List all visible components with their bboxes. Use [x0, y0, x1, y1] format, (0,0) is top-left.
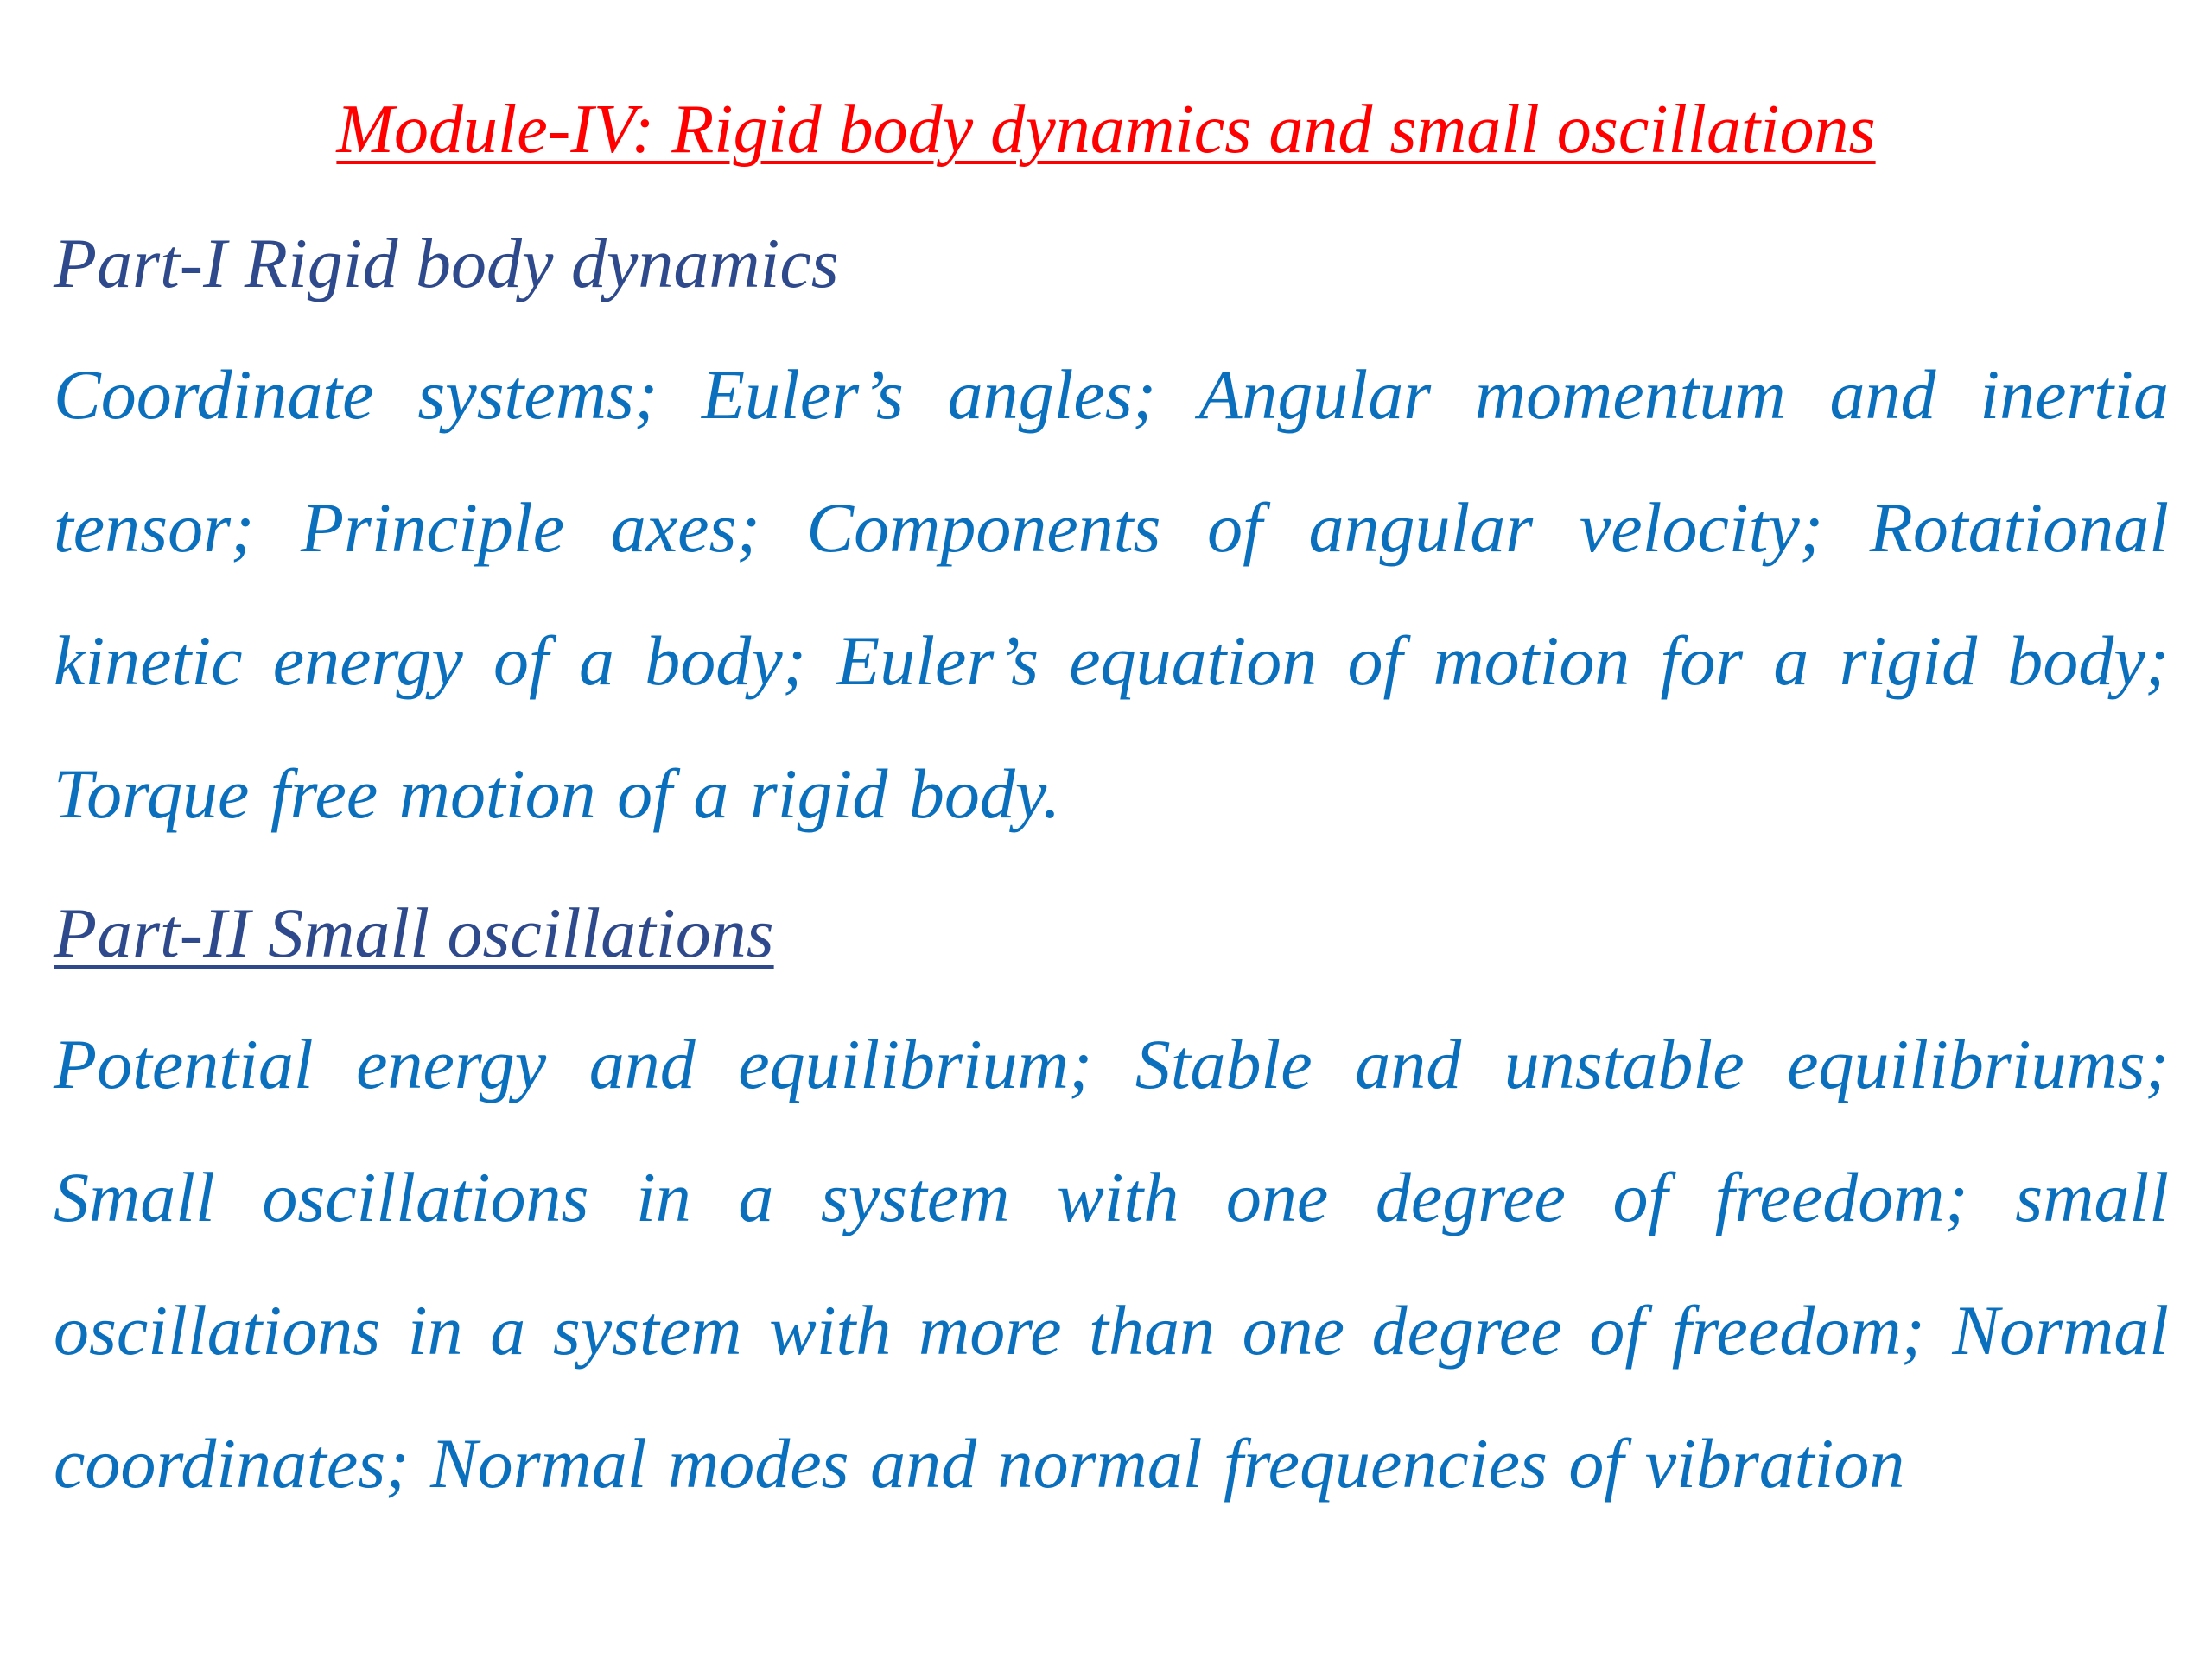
part-1-topics: Coordinate systems; Euler’s angles; Angular momentum and inertia tensor; Principle axes; Components of angular velocity; Rotational kinetic energy of a body; Euler’s equation of motion for a rigid body; Torque free motion of a rigid body. [54, 355, 2169, 833]
part-2-heading: Part-II Small oscillations [54, 893, 774, 972]
module-title: Module-IV: Rigid body dynamics and small oscillations [336, 92, 1876, 168]
part-1-heading: Part-I Rigid body dynamics [54, 224, 839, 302]
part-2-topics: Potential energy and equilibrium; Stable and unstable equilibriums; Small oscillations in a system with one degree of freedom; small oscillations in a system with more than one degree of freedom; Normal coordinates; Normal modes and normal frequencies of vibration [54, 1025, 2169, 1503]
